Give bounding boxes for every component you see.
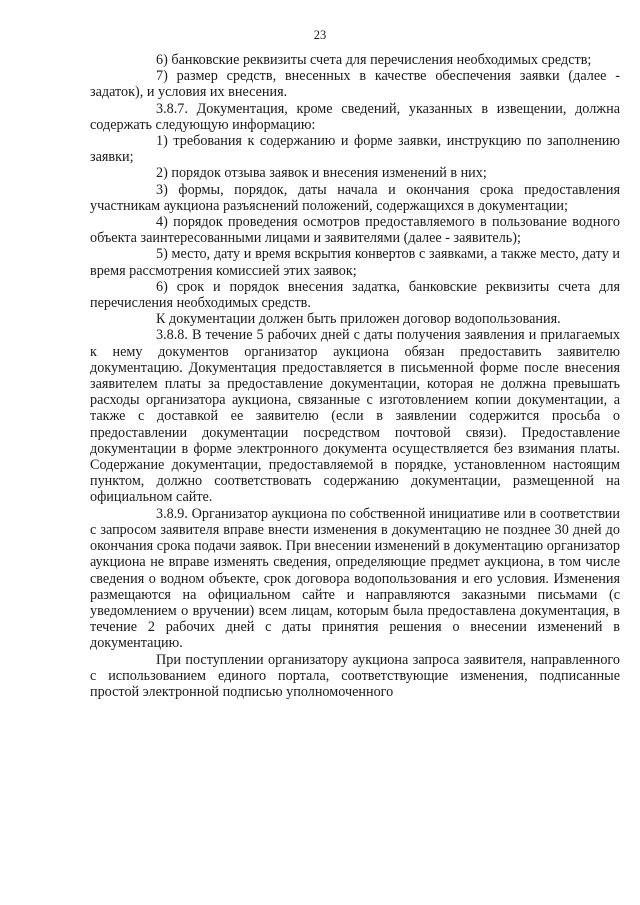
paragraph-clause-3-8-7: 3.8.7. Документация, кроме сведений, указанных в извещении, должна содержать следующую информацию: xyxy=(90,100,620,133)
paragraph-portal-request: При поступлении организатору аукциона запроса заявителя, направленного с использованием единого портала, соответствующие изменения, подписанные простой электронной подписью уполномоченного xyxy=(90,651,620,700)
paragraph-list-item-4: 4) порядок проведения осмотров предоставляемого в пользование водного объекта заинтересованными лицами и заявителями (далее - заявитель); xyxy=(90,214,620,247)
paragraph-list-item-2: 2) порядок отзыва заявок и внесения изменений в них; xyxy=(156,165,487,182)
paragraph-list-item-3: 3) формы, порядок, даты начала и окончания срока предоставления участникам аукциона разъяснений положений, содержащихся в документации; xyxy=(90,181,620,214)
paragraph-item-7-deposit: 7) размер средств, внесенных в качестве обеспечения заявки (далее - задаток), и условия их внесения. xyxy=(90,68,620,101)
paragraph-clause-3-8-9: 3.8.9. Организатор аукциона по собственной инициативе или в соответствии с запросом заявителя вправе внести изменения в документацию не позднее 30 дней до окончания срока подачи заявок. При внесении изменений в документацию организатор аукциона не вправе изменять сведения, определяющие предмет аукциона, в том числе сведения о водном объекте, срок договора водопользования и его условия. Изменения размещаются на официальном сайте и направляются заказными письмами (с уведомлением о вручении) всем лицам, которым была предоставлена документация, в течение 2 рабочих дней с даты принятия решения о внесении изменений в документацию. xyxy=(90,505,620,652)
paragraph-list-item-1: 1) требования к содержанию и форме заявки, инструкцию по заполнению заявки; xyxy=(90,133,620,166)
paragraph-list-item-5: 5) место, дату и время вскрытия конвертов с заявками, а также место, дату и время рассмотрения комиссией этих заявок; xyxy=(90,246,620,279)
paragraph-clause-3-8-8: 3.8.8. В течение 5 рабочих дней с даты получения заявления и прилагаемых к нему документов организатор аукциона обязан предоставить заявителю документацию. Документация предоставляется в письменной форме после внесения заявителем платы за предоставление документации, которая не должна превышать расходы организатора аукциона, связанные с изготовлением копии документации, а также с доставкой ее заявителю (если в заявлении содержится просьба о предоставлении документации посредством почтовой связи). Предоставление документации в форме электронного документа осуществляется без взимания платы. Содержание документации, предоставляемой в порядке, установленном настоящим пунктом, должно соответствовать содержанию документации, размещенной на официальном сайте. xyxy=(90,327,620,506)
document-body xyxy=(90,52,620,700)
paragraph-attachment-note: К документации должен быть приложен договор водопользования. xyxy=(156,311,561,328)
paragraph-item-6-bank-details: 6) банковские реквизиты счета для перечисления необходимых средств; xyxy=(156,52,592,68)
page-number: 23 xyxy=(313,28,327,42)
paragraph-list-item-6: 6) срок и порядок внесения задатка, банковские реквизиты счета для перечисления необходимых средств. xyxy=(90,278,620,312)
